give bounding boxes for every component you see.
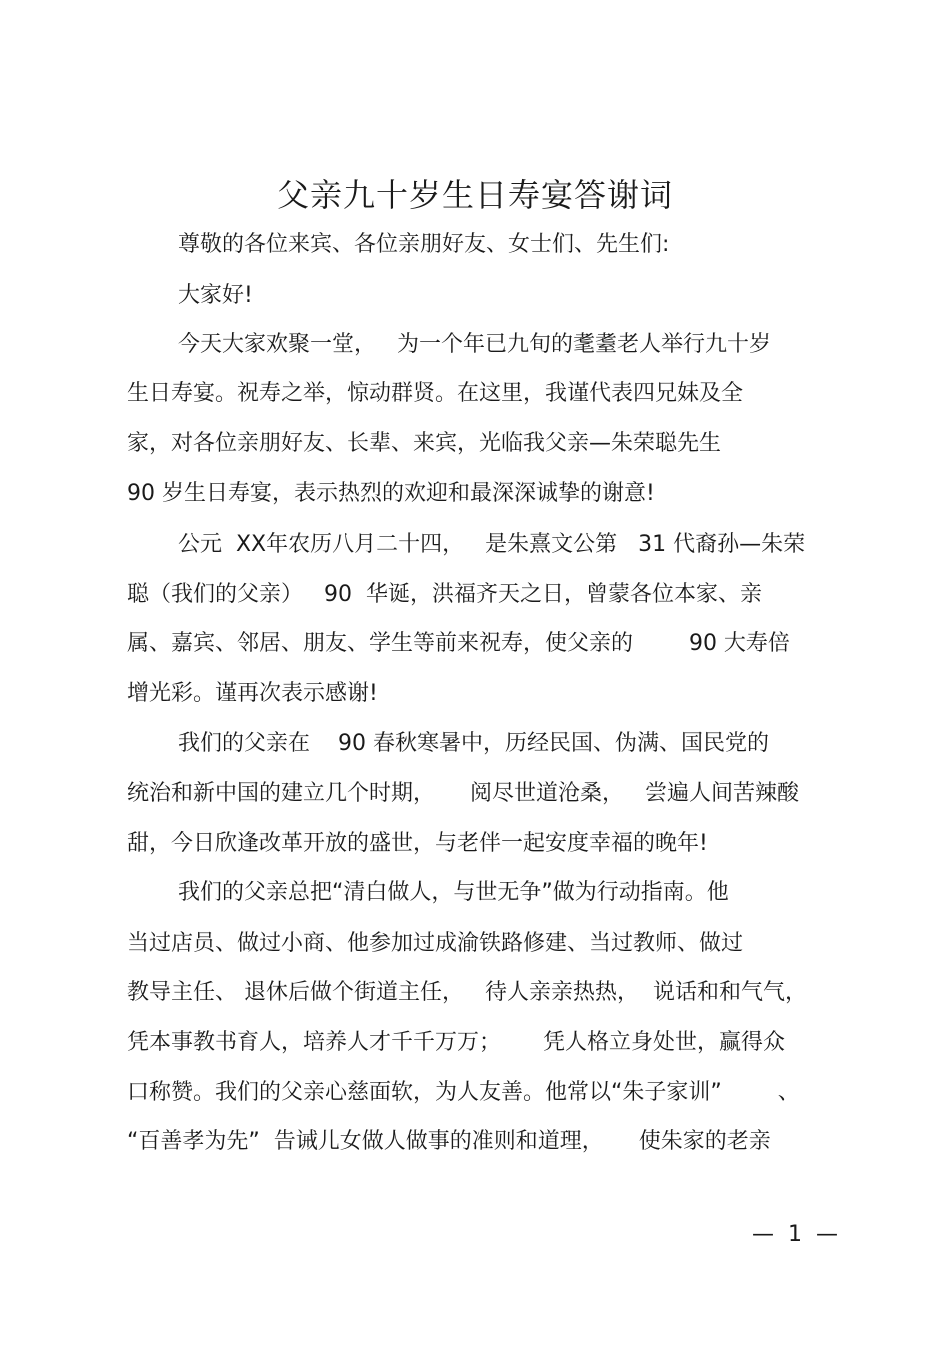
text-line: 我们的父亲在 90 春秋寒暑中，历经民国、伪满、国民党的 bbox=[178, 731, 769, 756]
text-line: 属、嘉宾、邻居、朋友、学生等前来祝寿，使父亲的 90 大寿倍 bbox=[127, 631, 790, 656]
page-number: — 1 — bbox=[752, 1222, 838, 1247]
text-line: 凭本事教书育人，培养人才千千万万； 凭人格立身处世，赢得众 bbox=[127, 1030, 785, 1055]
text-line: 口称赞。我们的父亲心慈面软，为人友善。他常以“朱子家训” 、 bbox=[127, 1080, 800, 1105]
text-line: 家，对各位亲朋好友、长辈、来宾，光临我父亲—朱荣聪先生 bbox=[127, 431, 722, 456]
document-title: 父亲九十岁生日寿宴答谢词 bbox=[276, 176, 673, 214]
text-line: 当过店员、做过小商、他参加过成渝铁路修建、当过教师、做过 bbox=[127, 931, 744, 956]
text-line: 生日寿宴。祝寿之举，惊动群贤。在这里，我谨代表四兄妹及全 bbox=[127, 381, 744, 406]
text-line: 90 岁生日寿宴，表示热烈的欢迎和最深深诚挚的谢意! bbox=[127, 481, 655, 506]
text-line: 公元 XX年农历八月二十四， 是朱熹文公第 31 代裔孙—朱荣 bbox=[178, 532, 806, 557]
text-line: “百善孝为先” 告诫儿女做人做事的准则和道理， 使朱家的老亲 bbox=[127, 1129, 771, 1154]
text-line: 聪（我们的父亲） 90 华诞，洪福齐天之日，曾蒙各位本家、亲 bbox=[127, 582, 762, 607]
text-line: 甜，今日欣逢改革开放的盛世，与老伴一起安度幸福的晚年! bbox=[127, 831, 708, 856]
text-line: 大家好! bbox=[178, 283, 253, 308]
text-line: 统治和新中国的建立几个时期， 阅尽世道沧桑， 尝遍人间苦辣酸 bbox=[127, 781, 799, 806]
text-line: 我们的父亲总把“清白做人，与世无争”做为行动指南。他 bbox=[178, 880, 729, 905]
text-line: 增光彩。谨再次表示感谢! bbox=[127, 681, 378, 706]
text-line: 尊敬的各位来宾、各位亲朋好友、女士们、先生们: bbox=[178, 232, 670, 257]
text-line: 教导主任、 退休后做个街道主任， 待人亲亲热热， 说话和和气气， bbox=[127, 980, 807, 1005]
text-line: 今天大家欢聚一堂， 为一个年已九旬的耄耋老人举行九十岁 bbox=[178, 332, 771, 357]
